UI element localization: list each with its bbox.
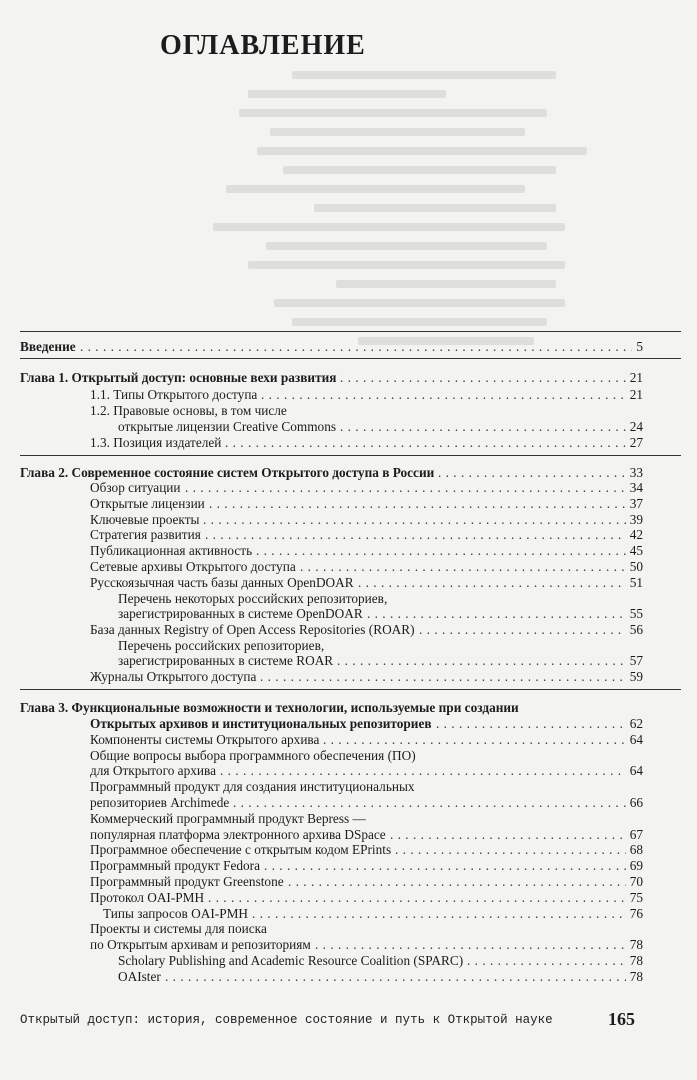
toc-entry-page: 76 <box>629 906 643 921</box>
toc-entry[interactable] <box>0 387 697 403</box>
toc-entry-title: репозиториев Archimede <box>90 795 230 810</box>
toc-entry-page: 59 <box>629 669 643 684</box>
toc-entry[interactable] <box>0 606 697 622</box>
toc-entry[interactable] <box>0 575 697 591</box>
toc-entry-page: 56 <box>629 622 643 637</box>
toc-entry[interactable] <box>0 811 697 827</box>
toc-entry-page: 64 <box>629 763 643 778</box>
dot-leader <box>225 435 626 451</box>
toc-entry-page: 69 <box>629 858 643 873</box>
toc-entry-title: открытые лицензии Creative Commons <box>118 419 337 434</box>
toc-entry[interactable] <box>0 937 697 953</box>
toc-entry[interactable] <box>0 716 697 732</box>
dot-leader <box>300 559 626 575</box>
toc-entry[interactable] <box>0 465 697 481</box>
dot-leader <box>340 370 626 386</box>
toc-entry-title: Проекты и системы для поиска <box>90 921 267 936</box>
toc-entry[interactable] <box>0 842 697 858</box>
toc-entry-title: OAIster <box>118 969 161 984</box>
toc-entry[interactable] <box>0 527 697 543</box>
dot-leader <box>438 465 626 481</box>
dot-leader <box>252 906 626 922</box>
toc-entry-title: 1.2. Правовые основы, в том числе <box>90 403 287 418</box>
toc-entry-page: 64 <box>629 732 643 747</box>
toc-entry-title: Программное обеспечение с открытым кодом EPrints <box>90 842 392 857</box>
toc-entry-title: 1.1. Типы Открытого доступа <box>90 387 258 402</box>
toc-entry[interactable] <box>0 496 697 512</box>
toc-entry-title: Компоненты системы Открытого архива <box>90 732 320 747</box>
toc-entry-title: Протокол OAI-PMH <box>90 890 205 905</box>
toc-entry[interactable] <box>0 795 697 811</box>
toc-entry-page: 68 <box>629 842 643 857</box>
toc-entry[interactable] <box>0 403 697 419</box>
footer-title: Открытый доступ: история, современное состояние и путь к Открытой науке <box>20 1013 553 1027</box>
toc-entry[interactable] <box>0 339 697 355</box>
toc-entry-page: 33 <box>629 465 643 480</box>
toc-entry-title: Программный продукт для создания институциональных <box>90 779 415 794</box>
toc-entry-title: зарегистрированных в системе ROAR <box>118 653 334 668</box>
toc-entry-page: 75 <box>629 890 643 905</box>
dot-leader <box>220 763 626 779</box>
toc-entry[interactable] <box>0 827 697 843</box>
toc-entry[interactable] <box>0 779 697 795</box>
toc-entry-page: 34 <box>629 480 643 495</box>
toc-entry-title: Стратегия развития <box>90 527 201 542</box>
toc-entry[interactable] <box>0 874 697 890</box>
toc-entry-page: 45 <box>629 543 643 558</box>
dot-leader <box>315 937 626 953</box>
toc-entry-title: Журналы Открытого доступа <box>90 669 257 684</box>
toc-entry-title: Открытых архивов и институциональных репозиториев <box>90 716 432 731</box>
toc-entry-page: 51 <box>629 575 643 590</box>
dot-leader <box>436 716 626 732</box>
toc-entry[interactable] <box>0 748 697 764</box>
dot-leader <box>467 953 626 969</box>
dot-leader <box>419 622 626 638</box>
bleed-through-text <box>160 60 600 350</box>
toc-entry-page: 57 <box>629 653 643 668</box>
toc-entry[interactable] <box>0 419 697 435</box>
dot-leader <box>264 858 626 874</box>
section-divider <box>20 455 681 456</box>
toc-entry-title: 1.3. Позиция издателей <box>90 435 222 450</box>
toc-entry[interactable] <box>0 591 697 607</box>
toc-entry-title: по Открытым архивам и репозиториям <box>90 937 311 952</box>
toc-entry[interactable] <box>0 435 697 451</box>
dot-leader <box>340 419 626 435</box>
toc-entry-page: 37 <box>629 496 643 511</box>
toc-entry[interactable] <box>0 622 697 638</box>
toc-entry-page: 78 <box>629 937 643 952</box>
toc-entry[interactable] <box>0 858 697 874</box>
toc-entry-title: Перечень некоторых российских репозиториев, <box>118 591 388 606</box>
toc-entry-title: Ключевые проекты <box>90 512 200 527</box>
toc-entry-title: зарегистрированных в системе OpenDOAR <box>118 606 363 621</box>
dot-leader <box>208 890 626 906</box>
toc-entry[interactable] <box>0 700 697 716</box>
toc-entry-title: Типы запросов OAI-PMH <box>103 906 249 921</box>
dot-leader <box>390 827 626 843</box>
dot-leader <box>256 543 626 559</box>
toc-entry-title: Глава 3. Функциональные возможности и технологии, используемые при создании <box>20 700 519 715</box>
toc-entry-page: 66 <box>629 795 643 810</box>
toc-entry-page: 55 <box>629 606 643 621</box>
toc-entry-title: Русскоязычная часть базы данных OpenDOAR <box>90 575 354 590</box>
dot-leader <box>288 874 626 890</box>
toc-entry-title: Обзор ситуации <box>90 480 181 495</box>
toc-entry-title: для Открытого архива <box>90 763 216 778</box>
toc-entry[interactable] <box>0 669 697 685</box>
toc-entry-page: 27 <box>629 435 643 450</box>
toc-entry-title: Перечень российских репозиториев, <box>118 638 325 653</box>
toc-entry-title: База данных Registry of Open Access Repositories (ROAR) <box>90 622 415 637</box>
dot-leader <box>165 969 626 985</box>
toc-entry[interactable] <box>0 921 697 937</box>
toc-entry-page: 5 <box>636 339 643 354</box>
toc-entry-title: Коммерческий программный продукт Bepress — <box>90 811 366 826</box>
toc-entry-page: 21 <box>629 387 643 402</box>
toc-entry-title: Программный продукт Greenstone <box>90 874 284 889</box>
toc-entry[interactable] <box>0 906 697 922</box>
toc-entry-title: популярная платформа электронного архива DSpace <box>90 827 386 842</box>
toc-entry[interactable] <box>0 890 697 906</box>
dot-leader <box>185 480 626 496</box>
dot-leader <box>337 653 626 669</box>
toc-entry-page: 39 <box>629 512 643 527</box>
toc-entry[interactable] <box>0 512 697 528</box>
toc-entry[interactable] <box>0 969 697 985</box>
toc-entry[interactable] <box>0 953 697 969</box>
toc-entry-title: Глава 2. Современное состояние систем Открытого доступа в России <box>20 465 435 480</box>
toc-entry-title: Программный продукт Fedora <box>90 858 261 873</box>
dot-leader <box>205 527 626 543</box>
dot-leader <box>260 669 626 685</box>
toc-entry[interactable] <box>0 653 697 669</box>
toc-entry[interactable] <box>0 763 697 779</box>
dot-leader <box>395 842 626 858</box>
toc-entry-title: Глава 1. Открытый доступ: основные вехи развития <box>20 370 337 385</box>
top-rule <box>20 331 681 332</box>
toc-entry[interactable] <box>0 732 697 748</box>
toc-entry-title: Публикационная активность <box>90 543 253 558</box>
toc-entry-page: 50 <box>629 559 643 574</box>
dot-leader <box>80 339 632 355</box>
dot-leader <box>233 795 626 811</box>
toc-entry[interactable] <box>0 638 697 654</box>
dot-leader <box>261 387 626 403</box>
toc-entry-page: 67 <box>629 827 643 842</box>
toc-entry-title: Scholary Publishing and Academic Resource Coalition (SPARC) <box>118 953 464 968</box>
dot-leader <box>367 606 626 622</box>
toc-entry-title: Общие вопросы выбора программного обеспечения (ПО) <box>90 748 416 763</box>
toc-entry-page: 70 <box>629 874 643 889</box>
toc-entry-title: Сетевые архивы Открытого доступа <box>90 559 296 574</box>
dot-leader <box>209 496 626 512</box>
section-divider <box>20 358 681 359</box>
toc-entry-title: Введение <box>20 339 76 354</box>
toc-entry[interactable] <box>0 559 697 575</box>
toc-entry-page: 42 <box>629 527 643 542</box>
toc-entry-page: 62 <box>629 716 643 731</box>
section-divider <box>20 689 681 690</box>
toc-entry[interactable] <box>0 370 697 386</box>
toc-entry[interactable] <box>0 543 697 559</box>
toc-entry-title: Открытые лицензии <box>90 496 205 511</box>
page-number: 165 <box>608 1009 635 1029</box>
page-title: ОГЛАВЛЕНИЕ <box>160 30 366 61</box>
toc-entry-page: 78 <box>629 953 643 968</box>
toc-entry-page: 78 <box>629 969 643 984</box>
toc-entry-page: 24 <box>629 419 643 434</box>
dot-leader <box>203 512 626 528</box>
dot-leader <box>323 732 626 748</box>
toc-entry[interactable] <box>0 480 697 496</box>
toc-entry-page: 21 <box>629 370 643 385</box>
dot-leader <box>358 575 626 591</box>
